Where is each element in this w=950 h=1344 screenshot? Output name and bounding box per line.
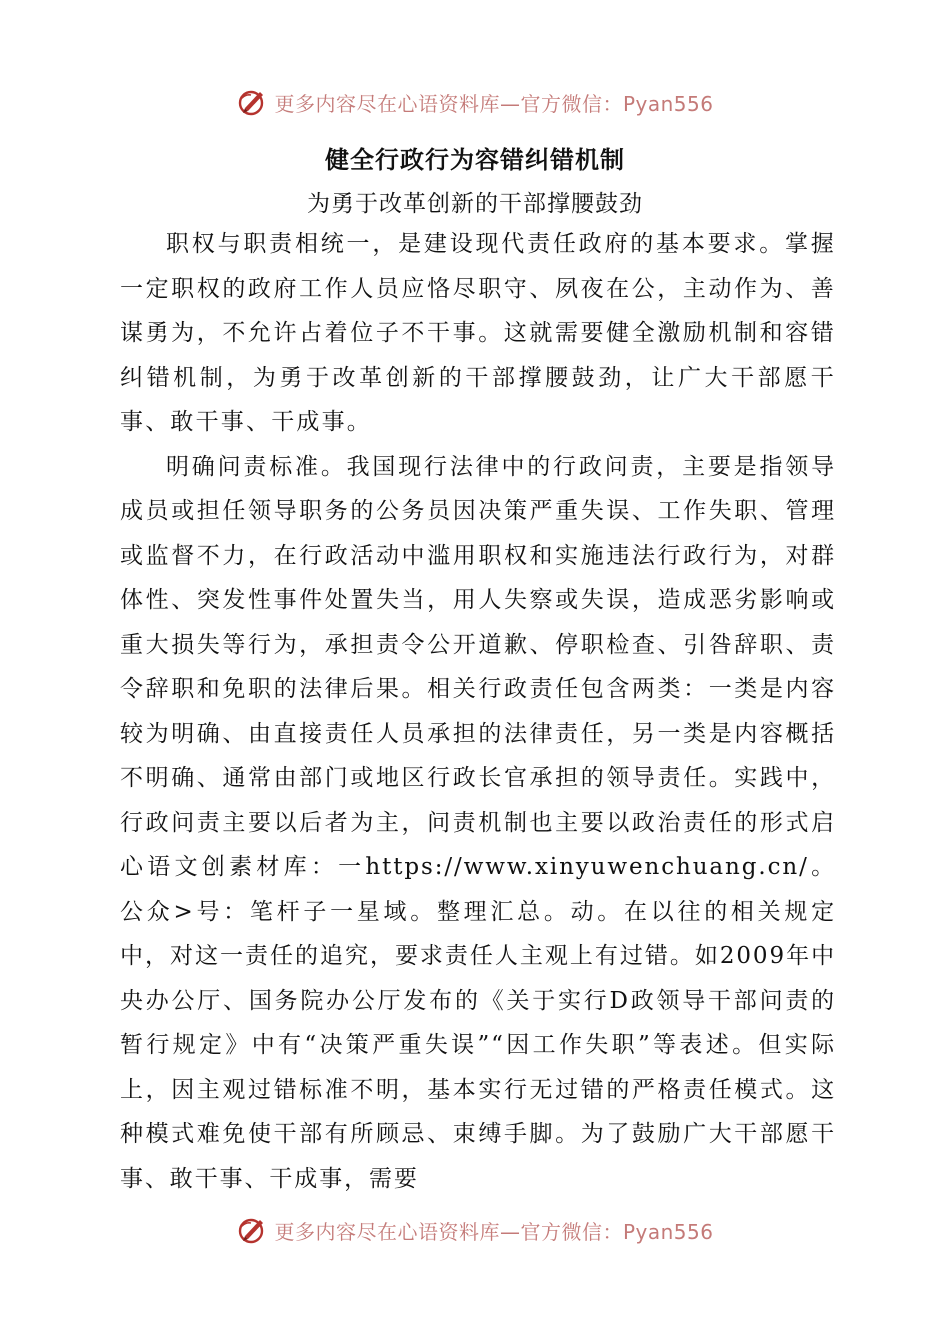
body-paragraph: 明确问责标准。我国现行法律中的行政问责，主要是指领导成员或担任领导职务的公务员因决策严重失误、工作失职、管理或监督不力，在行政活动中滥用职权和实施违法行政行为，对群体性、突发性事件处置失当，用人失察或失误，造成恶劣影响或重大损失等行为，承担责令公开道歉、停职检查、引咎辞职、责令辞职和免职的法律后果。相关行政责任包含两类：一类是内容较为明确、由直接责任人员承担的法律责任，另一类是内容概括不明确、通常由部门或地区行政长官承担的领导责任。实践中，行政问责主要以后者为主，问责机制也主要以政治责任的形式启心语文创素材库：一https://www.xinyuwenchuang.cn/。公众>号：笔杆子一星域。整理汇总。动。在以往的相关规定中，对这一责任的追究，要求责任人主观上有过错。如2009年中央办公厅、国务院办公厅发布的《关于实行D政领导干部问责的暂行规定》中有“决策严重失误”“因工作失职”等表述。但实际上，因主观过错标准不明，基本实行无过错的严格责任模式。这种模式难免使干部有所顾忌、束缚手脚。为了鼓励广大干部愿干事、敢干事、干成事，需要 bbox=[120, 453, 836, 1192]
pen-circle-logo-icon bbox=[236, 86, 268, 118]
document-subtitle: 为勇于改革创新的干部撑腰鼓劲 bbox=[307, 191, 643, 217]
header-banner-text: 更多内容尽在心语资料库—官方微信：Pyan556 bbox=[274, 91, 714, 116]
body-paragraph: 职权与职责相统一，是建设现代责任政府的基本要求。掌握一定职权的政府工作人员应恪尽职守、夙夜在公，主动作为、善谋勇为，不允许占着位子不干事。这就需要健全激励机制和容错纠错机制，为勇于改革创新的干部撑腰鼓劲，让广大干部愿干事、敢干事、干成事。 bbox=[120, 231, 836, 435]
document-title: 健全行政行为容错纠错机制 bbox=[325, 146, 625, 174]
pen-circle-logo-icon bbox=[236, 1214, 268, 1246]
document-body bbox=[120, 222, 836, 1201]
footer-banner bbox=[0, 1210, 950, 1250]
footer-banner-text: 更多内容尽在心语资料库—官方微信：Pyan556 bbox=[274, 1219, 714, 1244]
header-banner bbox=[0, 82, 950, 122]
